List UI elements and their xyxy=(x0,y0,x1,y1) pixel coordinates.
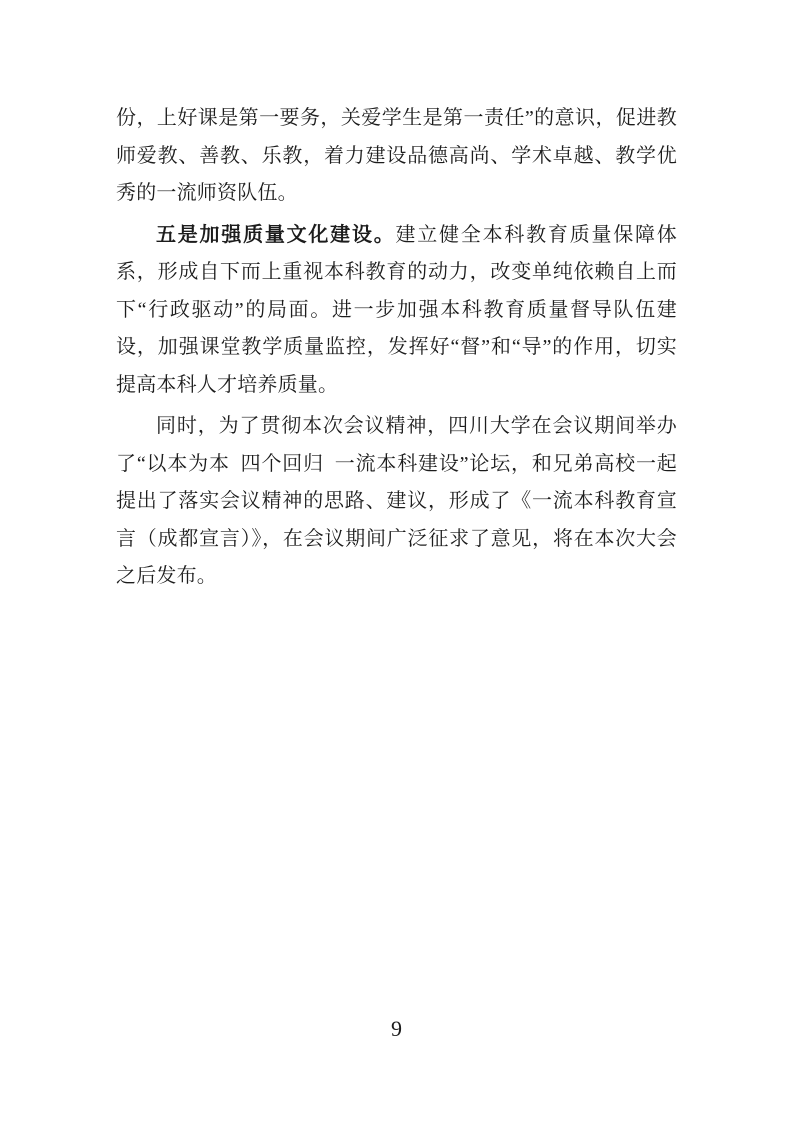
paragraph-section-five xyxy=(116,217,677,405)
paragraph-continuation-text: 份，上好课是第一要务，关爱学生是第一责任”的意识，促进教师爱教、善教、乐教，着力建设品德高尚、学术卓越、教学优秀的一流师资队伍。 xyxy=(116,107,677,204)
document-body xyxy=(116,100,677,600)
paragraph-continuation xyxy=(116,100,677,213)
page-number: 9 xyxy=(391,1016,402,1041)
paragraph-forum xyxy=(116,408,677,596)
paragraph-section-five-text: 建立健全本科教育质量保障体系，形成自下而上重视本科教育的动力，改变单纯依赖自上而下“行政驱动”的局面。进一步加强本科教育质量督导队伍建设，加强课堂教学质量监控，发挥好“督”和“导”的作用，切实提高本科人才培养质量。 xyxy=(116,223,677,396)
paragraph-section-five-lead: 五是加强质量文化建设。 xyxy=(156,223,396,246)
paragraph-forum-text: 同时，为了贯彻本次会议精神，四川大学在会议期间举办了“以本为本 四个回归 一流本科建设”论坛，和兄弟高校一起提出了落实会议精神的思路、建议，形成了《一流本科教育宣言（成都宣言）》，在会议期间广泛征求了意见，将在本次大会之后发布。 xyxy=(116,415,677,587)
